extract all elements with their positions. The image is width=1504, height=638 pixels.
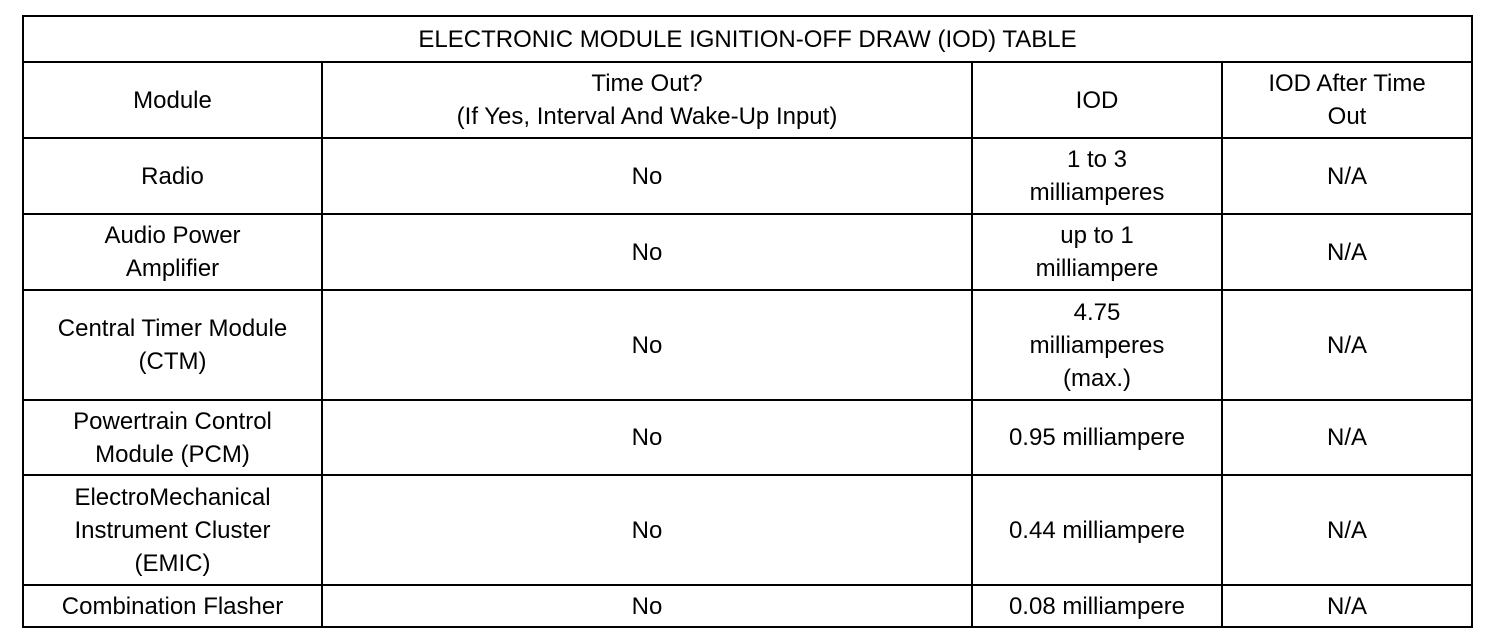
cell-iod: 0.95 milliampere	[972, 400, 1222, 475]
table-row	[23, 585, 1472, 627]
table-row	[23, 138, 1472, 214]
cell-iod: 0.08 milliampere	[972, 585, 1222, 627]
cell-iod: up to 1 milliampere	[972, 214, 1222, 290]
header-iod: IOD	[972, 62, 1222, 138]
iod-table	[22, 15, 1473, 628]
table-row	[23, 290, 1472, 400]
title-row	[23, 16, 1472, 62]
cell-iod-after: N/A	[1222, 138, 1472, 214]
cell-iod: 4.75 milliamperes (max.)	[972, 290, 1222, 400]
table-row	[23, 400, 1472, 475]
cell-time-out: No	[322, 475, 972, 585]
cell-module: Radio	[23, 138, 322, 214]
header-iod-after-time-out: IOD After Time Out	[1222, 62, 1472, 138]
table-title: ELECTRONIC MODULE IGNITION-OFF DRAW (IOD) TABLE	[23, 16, 1472, 62]
cell-module: Powertrain Control Module (PCM)	[23, 400, 322, 475]
header-module: Module	[23, 62, 322, 138]
cell-time-out: No	[322, 400, 972, 475]
cell-module: Central Timer Module (CTM)	[23, 290, 322, 400]
cell-module: Combination Flasher	[23, 585, 322, 627]
header-row	[23, 62, 1472, 138]
cell-iod-after: N/A	[1222, 290, 1472, 400]
cell-time-out: No	[322, 214, 972, 290]
cell-time-out: No	[322, 585, 972, 627]
cell-iod-after: N/A	[1222, 475, 1472, 585]
header-time-out: Time Out? (If Yes, Interval And Wake-Up Input)	[322, 62, 972, 138]
cell-time-out: No	[322, 290, 972, 400]
table-row	[23, 214, 1472, 290]
cell-iod-after: N/A	[1222, 214, 1472, 290]
cell-module: Audio Power Amplifier	[23, 214, 322, 290]
cell-iod: 0.44 milliampere	[972, 475, 1222, 585]
table-row	[23, 475, 1472, 585]
cell-module: ElectroMechanical Instrument Cluster (EMIC)	[23, 475, 322, 585]
cell-iod: 1 to 3 milliamperes	[972, 138, 1222, 214]
cell-time-out: No	[322, 138, 972, 214]
cell-iod-after: N/A	[1222, 400, 1472, 475]
cell-iod-after: N/A	[1222, 585, 1472, 627]
